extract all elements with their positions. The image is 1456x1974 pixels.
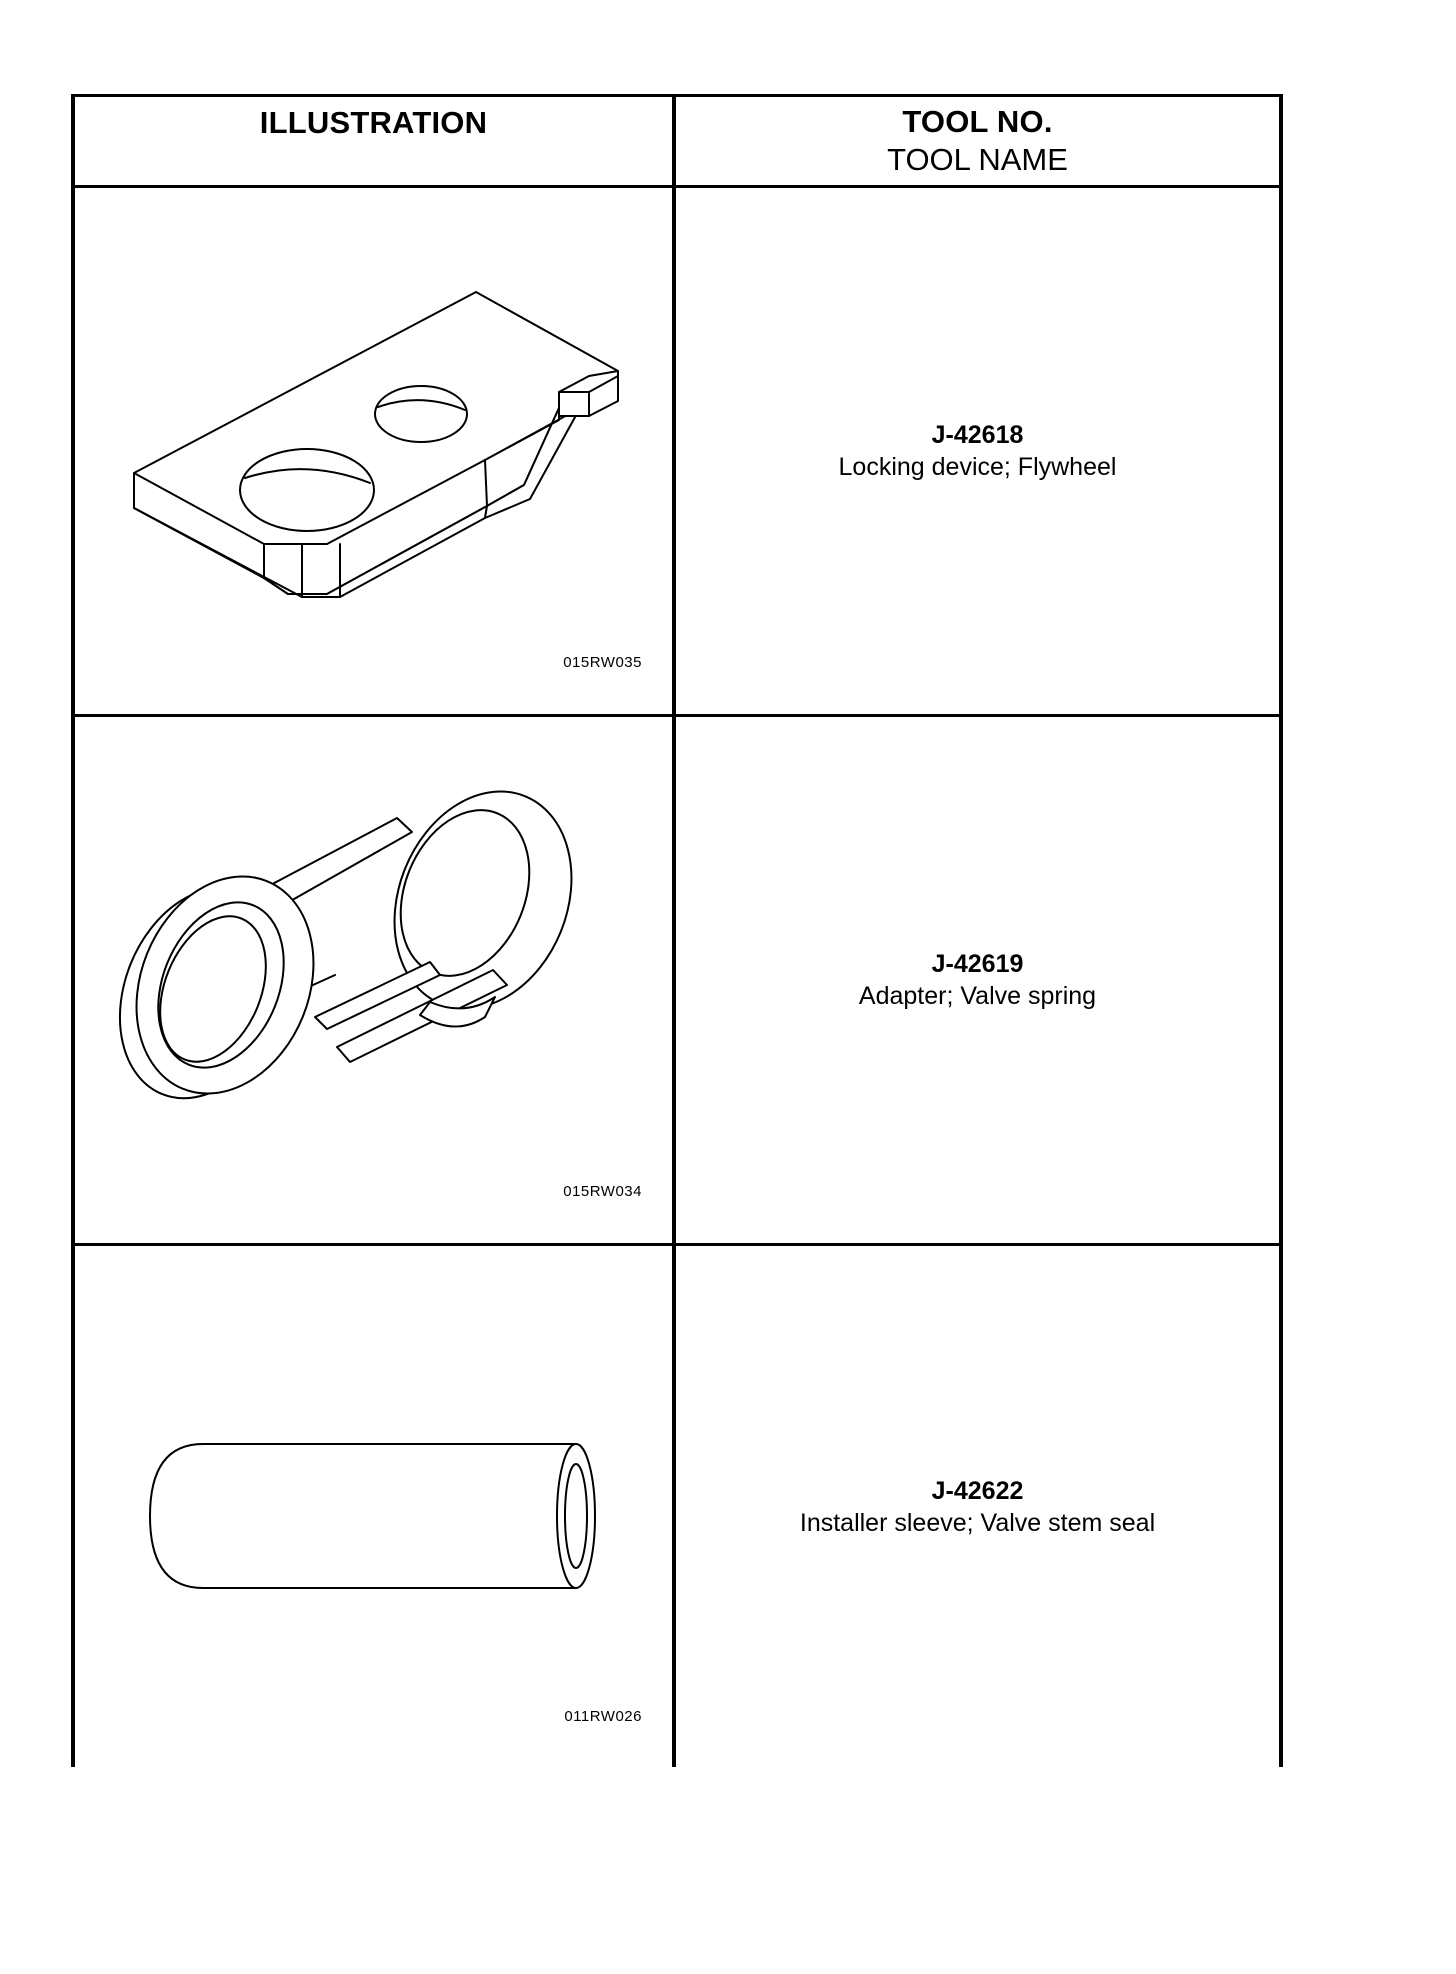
flywheel-locking-device-icon [75, 188, 672, 714]
header-tool [676, 97, 1279, 185]
header-tool-name-label: TOOL NAME [887, 142, 1068, 177]
table-row-illustration [75, 717, 672, 1243]
header-tool-no-label: TOOL NO. [902, 104, 1053, 139]
tool-name: Locking device; Flywheel [838, 453, 1117, 481]
valve-spring-adapter-icon [75, 717, 672, 1243]
tool-table [71, 94, 1283, 1767]
table-row-tool [676, 717, 1279, 1243]
tool-number: J-42622 [931, 1476, 1024, 1505]
figure-code: 011RW026 [564, 1708, 642, 1725]
figure-code: 015RW035 [563, 654, 642, 671]
table-row-tool [676, 1246, 1279, 1767]
tool-number: J-42619 [931, 950, 1024, 978]
header-illustration-label: ILLUSTRATION [259, 105, 488, 140]
figure-code: 015RW034 [563, 1183, 642, 1200]
table-row-illustration [75, 188, 672, 714]
tool-number: J-42618 [931, 421, 1024, 449]
table-border-right [1279, 94, 1283, 1767]
valve-stem-seal-sleeve-icon [75, 1246, 672, 1767]
tool-name: Adapter; Valve spring [858, 982, 1097, 1010]
table-row-tool [676, 188, 1279, 714]
header-illustration [75, 97, 672, 185]
tool-name: Installer sleeve; Valve stem seal [799, 1508, 1156, 1537]
table-row-illustration [75, 1246, 672, 1767]
